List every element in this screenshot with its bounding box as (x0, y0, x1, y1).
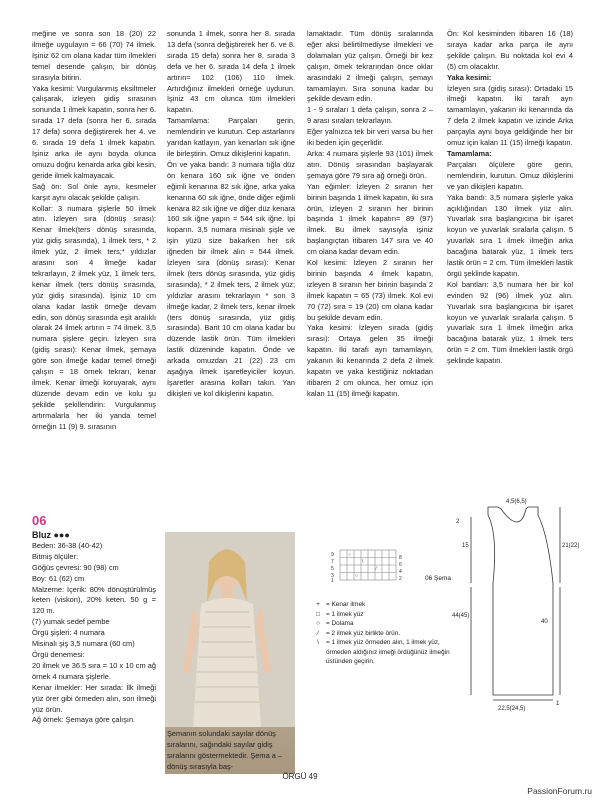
text-column-4 (447, 29, 573, 367)
svg-text:○: ○ (355, 573, 359, 579)
legend-symbol: □ (316, 610, 320, 618)
paragraph: Kollar: 3 numara şişlerle 50 ilmek atın. İzleyen sıra (dönüş sırası): Kenar ilmek(ters dönüş sırasında, yüz gidiş sırasında), 1 ilmek ters, * 2 ilmek yüz, 2 ilmek ters;* yıldızlar arasını son 4 ilmeğe kadar tekrarlayın, 2 ilmek yüz, 1 ilmek ters, kenar ilmek (ters dönüş sırasında, yüz gidiş sırasında). İşiniz 10 cm olana kadar lastik örneğe devam edin, son dönüş sırasında eşit aralıklı olarak 24 ilmek artırın = 74 ilmek. 3,5 numara şişlere geçin. İzleyen sıra (gidiş sırası): Kenar ilmek, şemaya göre son ilmeğe kadar temel örneği çalışın = 18 örnek tekrarı, kenar ilmek. Kenar ilmeği koruyarak, aynı düzende devam edin ve kolu şu şekilde şekillendirin: Vurgulanmış artırmalarla her iki yanda temel örneğin 11 (9) 9. sırasının (32, 203, 156, 431)
paragraph: Ön ve yaka bandı: 3 numara tığla düz ön kenara 160 sık iğne ve önden eğimli kenarına 82 sık iğne, arka yaka kenarına 60 sık iğne, önde diğer eğimli kenara 82 sık iğne ve diğer düz kenara 160 sık iğne yapın = 544 sık iğne. İpi koparın. 3,5 numara misinalı şişle ve işin yüzü size bakarken her sık iğneden bir ilmek alın = 544 ilmek. İzleyen sıra (dönüş sırası): Kenar ilmek (ters dönüş sırasında, yüz gidiş sırasında), * 2 ilmek ters, 2 ilmek yüz; yıldızlar arasını tekrarlayın * son 3 ilmeğe kadar, 2 ilmek ters, kenar ilmek (ters dönüş sırasında, yüz gidiş sırasında). Bant 10 cm olana kadar bu düzende lastik örün. Tüm ilmekleri lastik düzeninde kapatın. Önde ve arkada omuzdan 21 (22) 23 cm aşağıya ilmek işaretleyiciler koyun. İşaretler arasına kolları takın. Yan dikişleri ve kol dikişlerini kapatın. (167, 159, 295, 398)
svg-text:⁄: ⁄ (376, 566, 377, 572)
paragraph: Tamamlama: Parçaları gerin, nemlendirin ve kurutun. Cep astarlarını yarıdan katlayın, yan kenarları sık iğne ile birleştirin. Omuz dikişlerini kapatın. (167, 116, 295, 158)
legend-symbol: + (316, 601, 320, 608)
paragraph: lamaktadır. Tüm dönüş sıralarında eğer aksi belirtilmediyse ilmekleri ve dolamaları yüz çalışın. Örneği bir kez çalışın, örnek tekrarından önce oklar arasındaki 2 ilmeği çalışın, şemayı tamamlayın. Sıra sonuna kadar bu şekilde devam edin. (307, 29, 433, 104)
legend-symbol: ○ (316, 620, 320, 627)
dim-bottom-side: 1 (556, 701, 560, 707)
text-column-1 (32, 29, 156, 433)
legend-text: = 1 ilmek yüz (326, 610, 364, 618)
detail-line: (7) yumak sedef pembe (32, 617, 110, 627)
chart-row-number: 5 (331, 566, 334, 572)
detail-line: 20 ilmek ve 36.5 sıra = 10 x 10 cm ağ örnek 4 numara şişlerle. (32, 660, 156, 681)
dim-top: 4,5(6,5) (506, 499, 527, 505)
chart-row-number: 2 (399, 576, 402, 582)
detail-line: Örgü denemesi: (32, 649, 85, 659)
watermark: PassionForum.ru (527, 786, 592, 796)
legend-item (310, 600, 460, 610)
paragraph: Sağ ön: Sol önle aynı, kesmeler karşıt aynı olacak şekilde çalışın. (32, 181, 156, 202)
section-heading: Yaka kesimi: (447, 72, 492, 82)
detail-line: Ağ örnek: Şemaya göre çalışın. (32, 715, 136, 725)
chart-row-number: 4 (399, 569, 402, 575)
legend-item (310, 638, 460, 667)
paragraph: Parçaları ölçülere göre gerin, nemlendirin, kurutun. Omuz dikişlerini ve yan dikişleri kapatın. (447, 159, 573, 191)
stitch-chart (330, 548, 412, 582)
legend-text: = Dolama (326, 620, 354, 627)
garment-schematic (448, 495, 580, 715)
text-column-2 (167, 29, 295, 400)
photo-caption: Şemanın solundaki sayılar dönüş sıralarını, sağındaki sayılar gidiş sıralarını göstermektedir. Şema a – dönüş sırasıyla baş- (167, 729, 283, 771)
paragraph: Kol bantları: 3,5 numara her bir kol evinden 92 (96) ilmek yüz alın. Yuvarlak sıra başlangıcına bir işaret koyun ve yuvarlak sıralarla çalışın. 5 yuvarlak sıra 1 ilmek ilmeğin arka bacağına batarak yüz, 1 ilmek ters örün = 2 cm. Tüm ilmekleri lastik örgü şeklinde kapatın. (447, 279, 573, 366)
detail-line: Malzeme: İçerik: 80% dönüştürülmüş keten (viskon), 20% keten. 50 g = 120 m. (32, 584, 156, 616)
detail-line: Beden: 36-38 (40-42) (32, 540, 103, 550)
dim-side-top: 2 (456, 519, 460, 525)
paragraph: 1 - 9 sıraları 1 defa çalışın, sonra 2 – 9 arası sıraları tekrarlayın. (307, 105, 433, 126)
woman-in-knit-top-illustration (165, 532, 295, 727)
dim-bottom: 22,5(24,5) (498, 706, 526, 712)
text-column-3 (307, 29, 433, 400)
paragraph: Yaka kesimi: İzleyen sırada (gidiş sırası): Ortaya gelen 35 ilmeği kapatın. İki tarafı ayrı tamamlayın, yakanın iki kenarında 2 defa 2 ilmek kapatın ve yaka kestiğiniz noktadan itibaren 2 cm olunca, her omuz için kalan 11 (15) ilmeği kapatın. (307, 323, 433, 398)
chart-row-number: 3 (331, 573, 334, 579)
chart-row-number: 9 (331, 552, 334, 558)
pattern-title: Bluz ●●● (32, 530, 70, 540)
paragraph: sonunda 1 ilmek, sonra her 8. sırada 13 defa (sonra değiştirerek her 6. ve 8. sırada 15 defa) sonra her 8. sırada 3 defa ve her 6. sırada 14 defa 1 ilmek artırın= 102 (106) 110 ilmek. Artırdığınız ilmekleri örneğe uydurun. İşiniz 43 cm olunca tüm ilmekleri kapatın. (167, 29, 295, 115)
dim-15: 15 (462, 543, 469, 549)
dim-21: 21(22) (562, 543, 580, 549)
chart-row-number: 1 (331, 578, 334, 584)
chart-row-number: 8 (399, 555, 402, 561)
paragraph: Ön: Kol kesiminden itibaren 16 (18) sıraya kadar arka parça ile aynı şekilde çalışın. Bu noktada kol evi 4 (5) cm olacaktır. (447, 29, 573, 71)
chart-legend (310, 600, 460, 667)
detail-line: Bitmiş ölçüler: (32, 551, 78, 561)
legend-symbol: \ (317, 639, 319, 646)
paragraph: İzleyen sıra (gidiş sırası): Ortadaki 15 ilmeği kapatın. İki tarafı ayrı tamamlayın, yakanın iki kenarında da 7 defa 2 ilmek kapatın ve izinde Arka parçayla aynı boya geldiğinde her bir omuz için kalan 11 (15) ilmeği kapatın. (447, 83, 573, 148)
svg-text:\: \ (362, 559, 364, 565)
dim-40: 40 (541, 619, 548, 625)
detail-line: Kenar ilmekler: Her sırada: İlk ilmeği yüz örer gibi örmeden alın, son ilmeği yüz örün. (32, 682, 156, 714)
page-footer: ÖRGÜ 49 (282, 772, 318, 781)
paragraph: Yaka kesimi: Vurgulanmış eksiltmeler çalışarak, izleyen gidiş sırasının sonunda 1 ilmek kapatın, sonra her 6. sırada 17 defa (sonra her 6. sırada 17 defa) sonra değiştirerek her 4. ve 6. sırada 19 defa 1 ilmek kapatın. İşiniz arka ile aynı boyda olunca omuzu doğru kenarda arka gibi kesin, geride ilmek kalmayacak. (32, 83, 156, 180)
legend-item (310, 629, 460, 639)
paragraph: Yan eğimler: İzleyen 2 sıranın her birinin başında 1 ilmek kapatın, iki sıra örün, izleyen 2 sıranın her birinin başında 1 ilmek kapatın= 89 (97) ilmek. Bu ilmek sayısıyla işiniz başlangıçtan itibaren 147 sıra ve 40 cm olana kadar devam edin. (307, 181, 433, 257)
paragraph: Eğer yalnızca tek bir veri varsa bu her iki beden için geçerlidir. (307, 127, 433, 148)
chart-row-number: 7 (331, 559, 334, 565)
legend-item (310, 619, 460, 629)
paragraph: Kol kesimi: İzleyen 2 sıranın her birinin başında 4 ilmek kapatın, izleyen 8 sıranın her birinin başında 2 ilmek kapatın = 65 (73) ilmek. Kol evi 70 (72) sıra = 19 (20) cm olana kadar bu şekilde devam edin. (307, 258, 433, 322)
legend-item (310, 610, 460, 620)
detail-line: Göğüs çevresi: 90 (98) cm (32, 562, 119, 572)
section-heading: Tamamlama: (447, 148, 492, 158)
pattern-number: 06 (32, 513, 47, 528)
svg-text:○: ○ (348, 552, 352, 558)
schema-label: 06 Şema (425, 575, 452, 582)
legend-symbol: ⁄ (317, 629, 319, 637)
paragraph: Yaka bandı: 3,5 numara şişlerle yaka açıklığından 130 ilmek yüz alın. Yuvarlak sıra başlangıcına bir işaret koyun ve yuvarlak sıralarla çalışın. 5 yuvarlak sıra 1 ilmek ilmeğin arka bacağına batarak yüz, 1 ilmek ters lastik örün = 2 cm. Tüm ilmekleri lastik örgü şeklinde kapatın. (447, 192, 573, 278)
paragraph: meğine ve sonra son 18 (20) 22 ilmeğe uygulayın = 66 (70) 74 ilmek. İşiniz 62 cm olana kadar tüm ilmekleri temel desende çalışın, bir dönüş sırasıyla bitirin. (32, 29, 156, 82)
detail-line: Örgü şişleri: 4 numara (32, 628, 105, 638)
legend-text: = Kenar ilmek (326, 601, 366, 608)
paragraph: Arka: 4 numara şişlerle 93 (101) ilmek atın. Dönüş sırasından başlayarak şemaya göre 79 sıra ağ örneği örün. (307, 148, 433, 180)
detail-line: Boy: 61 (62) cm (32, 573, 85, 583)
detail-line: Misinalı şiş 3,5 numara (60 cm) (32, 639, 135, 649)
pattern-06-details (32, 530, 156, 726)
dim-44: 44(45) (452, 613, 470, 619)
legend-text: = 2 ilmek yüz birlikte örün. (326, 629, 401, 637)
chart-row-number: 6 (399, 562, 402, 568)
legend-text: = 1 ilmek yüz örmeden alın, 1 ilmek yüz, örmeden aldığınız ilmeği ördüğünüz ilmeğin üstünden geçirin. (326, 639, 450, 665)
